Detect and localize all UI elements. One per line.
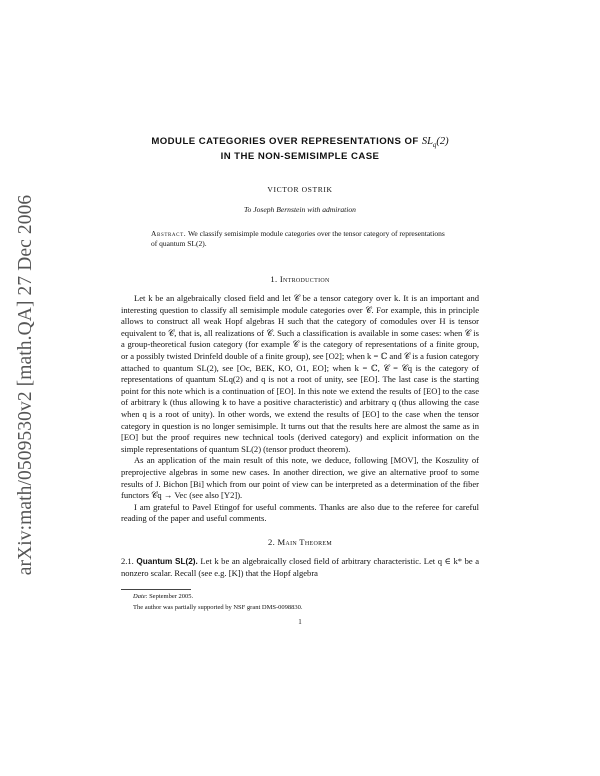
footnote-support: The author was partially supported by NSF grant DMS-0098830.	[133, 604, 303, 612]
abstract-text: We classify semisimple module categories over the tensor category of representations of quantum SL(2).	[151, 229, 445, 249]
subsection-title: Quantum SL(2).	[136, 556, 198, 566]
section-heading-introduction: 1. Introduction	[270, 274, 330, 285]
author-name: VICTOR OSTRIK	[267, 185, 333, 195]
arxiv-identifier: arXiv:math/0509530v2 [math.QA] 27 Dec 2006	[15, 194, 36, 576]
footnote-date-value: : September 2005.	[145, 593, 194, 601]
subsection-text: Let k be an algebraically closed field of arbitrary characteristic. Let q ∈ k* be a nonzero scalar. Recall (see e.g. [K]) that the Hopf algebra	[121, 555, 480, 578]
section-heading-main-theorem: 2. Main Theorem	[268, 536, 332, 547]
paper-page	[121, 136, 479, 626]
page-number: 1	[298, 618, 302, 627]
dedication: To Joseph Bernstein with admiration	[244, 205, 356, 215]
abstract-label: Abstract.	[151, 229, 187, 239]
footnote-date-label: Date	[133, 593, 146, 601]
arxiv-sidebar-stamp	[6, 150, 46, 620]
title-line-2: IN THE NON-SEMISIMPLE CASE	[220, 151, 380, 163]
subsection-number: 2.1.	[121, 555, 134, 566]
title-math: $SL_q(2)$	[421, 136, 449, 150]
intro-paragraph-2: As an application of the main result of this note, we deduce, following [MOV], the Koszulity of preprojective algebras in some new cases. In another direction, we give an alternative proof to some results of J. Bichon [Bi] which from our point of view can be interpreted as a determination of the fiber functors 𝒞q → Vec (see also [Y2]).	[121, 455, 479, 501]
subsection-2-1	[121, 556, 479, 579]
paper-title	[121, 136, 479, 163]
footnote-rule	[121, 589, 191, 590]
footnote-date	[121, 592, 479, 601]
intro-paragraph-1: Let k be an algebraically closed field and let 𝒞 be a tensor category over k. It is an important and interesting question to classify all semisimple module categories over 𝒞. For example, this in principle allows to construct all weak Hopf algebras H such that the category of comodules over H is tensor equivalent to 𝒞, that is, all realizations of 𝒞. Such a classification is available in some cases: when 𝒞 is a group-theoretical fusion category (for example 𝒞 is the category of representations of a finite group, or a possibly twisted Drinfeld double of a finite group), see [O2]; when k = ℂ and 𝒞 is a fusion category attached to quantum SL(2), see [Oc, BEK, KO, O1, EO]; when k = ℂ, 𝒞 = 𝒞q is the category of representations of quantum SLq(2) and q is not a root of unity, see [EO]. The last case is the starting point for this note which is a continuation of [EO]. In this note we extend the results of [EO] to the case of arbitrary k (thus allowing k to have a positive characteristic) and arbitrary q (thus allowing the case when q is a root of unity). In other words, we extend the results of [EO] to the case when the tensor category in question is no longer semisimple. It turns out that the results here are almost the same as in [EO] but the proof requires new technical tools (derived category) and explicit information on the simple representations of quantum SL(2) (tensor product theorem).	[121, 293, 479, 454]
intro-paragraph-3: I am grateful to Pavel Etingof for useful comments. Thanks are also due to the referee for careful reading of the paper and useful comments.	[121, 501, 479, 524]
title-line-1: MODULE CATEGORIES OVER REPRESENTATIONS OF	[151, 136, 419, 147]
abstract	[151, 229, 449, 249]
